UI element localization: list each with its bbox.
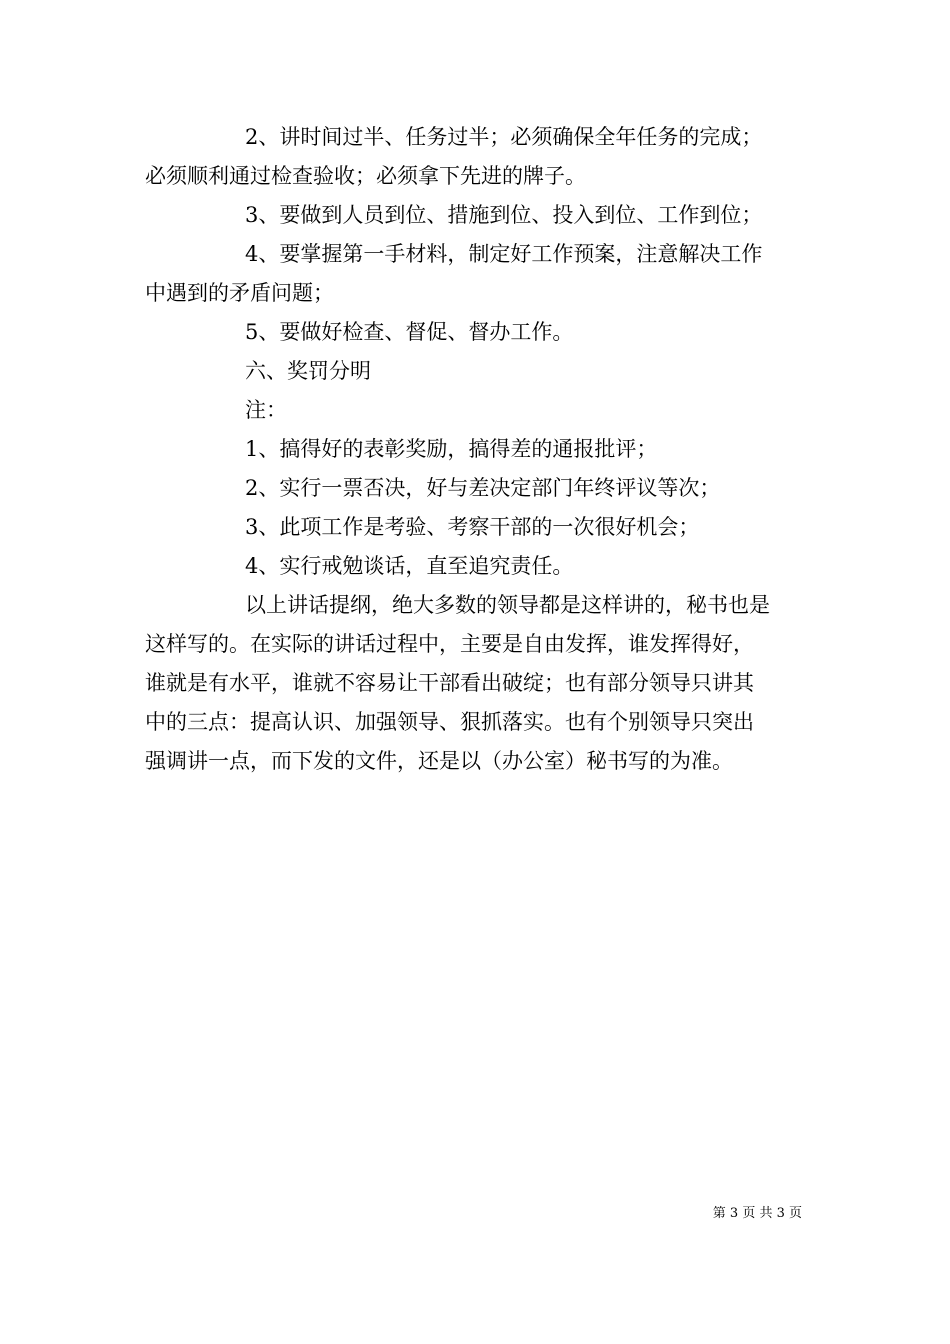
page-number-footer: 第 3 页 共 3 页 [712, 1206, 802, 1221]
note-item: 1、搞得好的表彰奖励，搞得差的通报批评； [245, 437, 658, 461]
paragraph-line: 以上讲话提纲，绝大多数的领导都是这样讲的，秘书也是 [245, 593, 770, 617]
paragraph-line: 中的三点：提高认识、加强领导、狠抓落实。也有个别领导只突出 [145, 710, 754, 734]
section-heading: 六、奖罚分明 [245, 359, 371, 383]
note-item: 3、此项工作是考验、考察干部的一次很好机会； [245, 515, 700, 539]
note-label: 注： [245, 398, 287, 422]
paragraph-line: 谁就是有水平，谁就不容易让干部看出破绽；也有部分领导只讲其 [145, 671, 754, 695]
note-item: 4、实行戒勉谈话，直至追究责任。 [245, 554, 574, 578]
paragraph-line: 3、要做到人员到位、措施到位、投入到位、工作到位； [245, 203, 763, 227]
note-item: 2、实行一票否决，好与差决定部门年终评议等次； [245, 476, 721, 500]
document-body [145, 118, 810, 781]
paragraph-line: 这样写的。在实际的讲话过程中，主要是自由发挥，谁发挥得好， [145, 632, 754, 656]
paragraph-line: 中遇到的矛盾问题； [145, 281, 334, 305]
paragraph-line: 强调讲一点，而下发的文件，还是以（办公室）秘书写的为准。 [145, 749, 733, 773]
paragraph-line: 5、要做好检查、督促、督办工作。 [245, 320, 574, 344]
paragraph-line: 2、讲时间过半、任务过半；必须确保全年任务的完成； [245, 125, 763, 149]
paragraph-line: 4、要掌握第一手材料，制定好工作预案，注意解决工作 [245, 242, 763, 266]
paragraph-line: 必须顺利通过检查验收；必须拿下先进的牌子。 [145, 164, 586, 188]
